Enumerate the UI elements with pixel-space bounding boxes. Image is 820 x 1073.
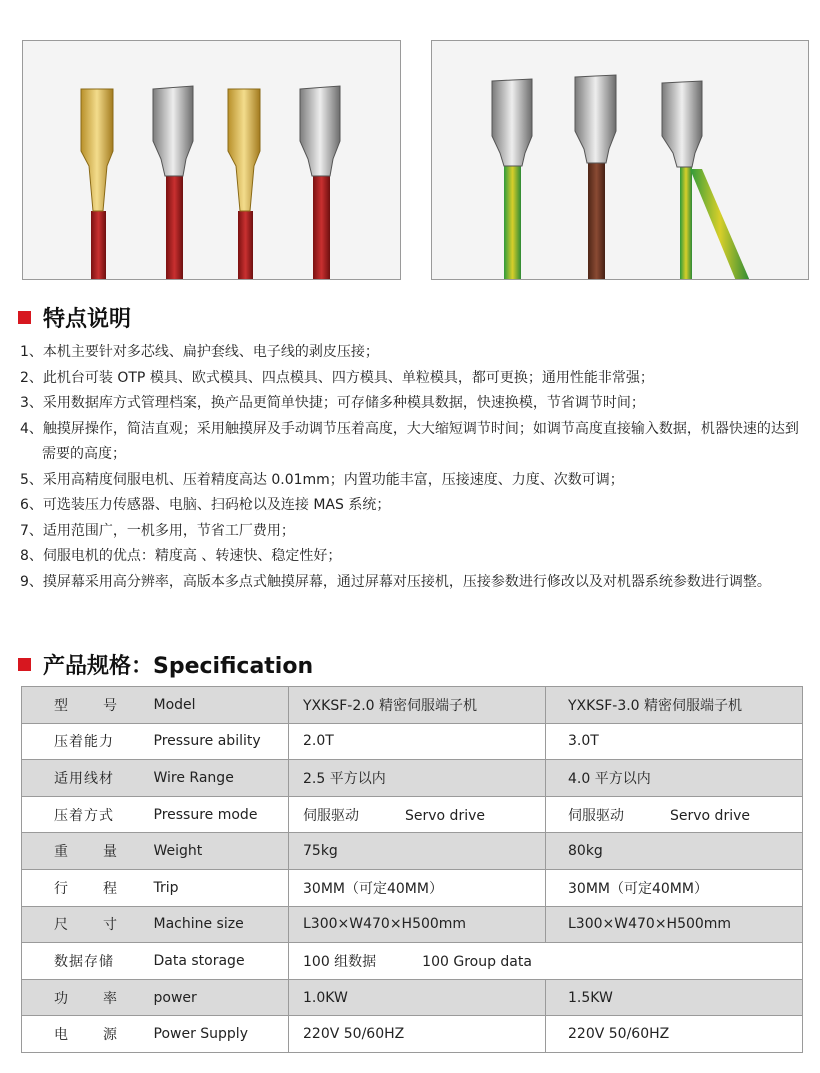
spec-value-2: 伺服驱动 Servo drive xyxy=(546,796,803,833)
table-row xyxy=(22,979,803,1016)
spec-label-cn: 数据存储 xyxy=(22,943,152,980)
feature-item: 2、此机台可装 OTP 模具、欧式模具、四点模具、四方模具、单粒模具，都可更换；通用性能非常强； xyxy=(20,369,654,386)
spec-label-en: Machine size xyxy=(152,906,289,943)
spec-title: 产品规格：Specification xyxy=(43,654,314,679)
feature-item: 3、采用数据库方式管理档案，换产品更简单快捷；可存储多种模具数据，快速换模，节省调节时间； xyxy=(20,395,645,411)
spec-label-cn: 适用线材 xyxy=(22,760,152,797)
spec-value-2: 30MM（可定40MM） xyxy=(546,869,803,906)
silver-terminal-1 xyxy=(153,86,193,279)
spec-label-en: Pressure ability xyxy=(152,723,289,760)
table-row xyxy=(22,869,803,906)
feature-item: 5、采用高精度伺服电机、压着精度高达 0.01mm；内置功能丰富，压接速度、力度、次数可调； xyxy=(20,471,624,488)
spec-label-cn: 压着能力 xyxy=(22,723,152,760)
feature-list xyxy=(20,340,810,595)
spec-value-1: 30MM（可定40MM） xyxy=(289,869,546,906)
table-row xyxy=(22,687,803,724)
feature-item: 9、摸屏幕采用高分辨率，高版本多点式触摸屏幕，通过屏幕对压接机，压接参数进行修改以及对机器系统参数进行调整。 xyxy=(20,573,771,590)
spec-value-1: 75kg xyxy=(289,833,546,870)
spec-value-1: L300×W470×H500mm xyxy=(289,906,546,943)
spec-value-2: L300×W470×H500mm xyxy=(546,906,803,943)
spec-label-en: power xyxy=(152,979,289,1016)
terminal-double-yellow-green xyxy=(662,81,750,279)
silver-terminal-2 xyxy=(300,86,340,279)
feature-item: 4、触摸屏操作，简洁直观；采用触摸屏及手动调节压着高度，大大缩短调节时间；如调节高度直接输入数据，机器快速的达到需要的高度； xyxy=(20,420,799,462)
table-row xyxy=(22,760,803,797)
spec-value-2: YXKSF-3.0 精密伺服端子机 xyxy=(546,687,803,724)
feature-item: 8、伺服电机的优点：精度高 、转速快、稳定性好； xyxy=(20,548,342,564)
spec-value-1: 2.0T xyxy=(289,723,546,760)
spec-label-en: Data storage xyxy=(152,943,289,980)
table-row xyxy=(22,723,803,760)
spec-label-cn: 重量 xyxy=(22,833,152,870)
spec-label-en: Pressure mode xyxy=(152,796,289,833)
features-title: 特点说明 xyxy=(43,307,132,332)
terminal-brown xyxy=(575,75,616,279)
spec-label-en: Trip xyxy=(152,869,289,906)
spec-value-1: 220V 50/60HZ xyxy=(289,1016,546,1053)
table-row xyxy=(22,1016,803,1053)
feature-item: 6、可选装压力传感器、电脑、扫码枪以及连接 MAS 系统； xyxy=(20,497,391,513)
photo-red-wire-terminals xyxy=(22,40,401,280)
spec-value-1: 2.5 平方以内 xyxy=(289,760,546,797)
feature-item: 7、适用范围广，一机多用，节省工厂费用； xyxy=(20,522,295,539)
spec-label-cn: 尺寸 xyxy=(22,906,152,943)
spec-value-2: 220V 50/60HZ xyxy=(546,1016,803,1053)
spec-label-cn: 型号 xyxy=(22,687,152,724)
spec-value-merged: 100 组数据 100 Group data xyxy=(289,943,803,980)
spec-label-cn: 压着方式 xyxy=(22,796,152,833)
spec-value-1: YXKSF-2.0 精密伺服端子机 xyxy=(289,687,546,724)
photo-color-wire-terminals xyxy=(431,40,809,280)
red-square-icon xyxy=(18,658,31,671)
spec-value-2: 80kg xyxy=(546,833,803,870)
table-row xyxy=(22,833,803,870)
spec-value-1: 1.0KW xyxy=(289,979,546,1016)
table-row xyxy=(22,943,803,980)
spec-label-cn: 功率 xyxy=(22,979,152,1016)
features-heading xyxy=(18,302,131,333)
gold-terminal-1 xyxy=(81,89,113,279)
spec-label-en: Model xyxy=(152,687,289,724)
spec-value-2: 4.0 平方以内 xyxy=(546,760,803,797)
spec-label-en: Power Supply xyxy=(152,1016,289,1053)
spec-value-1: 伺服驱动 Servo drive xyxy=(289,796,546,833)
gold-terminal-2 xyxy=(228,89,260,279)
spec-label-cn: 行程 xyxy=(22,869,152,906)
spec-label-en: Wire Range xyxy=(152,760,289,797)
red-square-icon xyxy=(18,311,31,324)
table-row xyxy=(22,906,803,943)
table-row xyxy=(22,796,803,833)
spec-label-cn: 电源 xyxy=(22,1016,152,1053)
spec-table xyxy=(21,686,803,1053)
spec-heading xyxy=(18,649,313,680)
terminal-yellow-green xyxy=(492,79,532,279)
feature-item: 1、本机主要针对多芯线、扁护套线、电子线的剥皮压接； xyxy=(20,344,379,360)
spec-label-en: Weight xyxy=(152,833,289,870)
spec-value-2: 1.5KW xyxy=(546,979,803,1016)
spec-value-2: 3.0T xyxy=(546,723,803,760)
